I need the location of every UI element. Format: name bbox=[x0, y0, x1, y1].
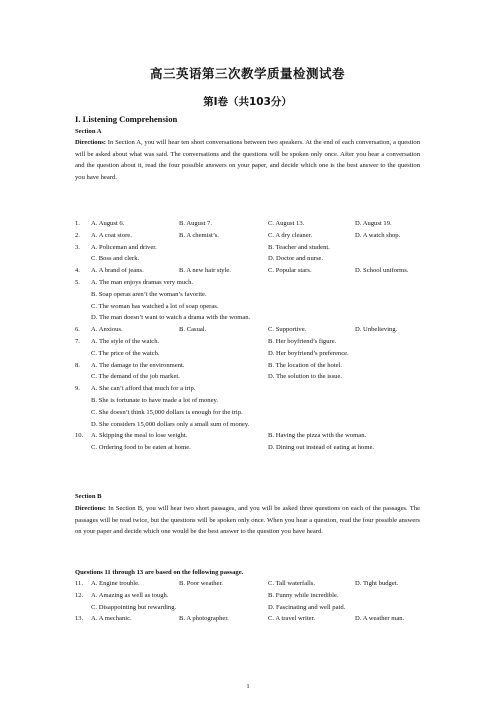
option-c: C. August 13. bbox=[268, 220, 305, 227]
question-row bbox=[75, 430, 420, 441]
option-a: A. She can’t afford that much for a trip. bbox=[91, 385, 196, 393]
page-number: 1 bbox=[246, 683, 250, 690]
option-b: B. August 7. bbox=[179, 220, 212, 227]
passage-heading: Questions 11 through 13 are based on the following passage. bbox=[75, 569, 244, 576]
question-row bbox=[75, 253, 420, 264]
question-row bbox=[75, 578, 420, 589]
option-d: D. August 19. bbox=[355, 220, 392, 227]
question-number: 1. bbox=[75, 220, 80, 227]
question-row bbox=[75, 348, 420, 359]
option-a: A. A mechanic. bbox=[91, 615, 132, 623]
question-row bbox=[75, 602, 420, 613]
section-a-directions bbox=[75, 137, 420, 183]
question-number: 13. bbox=[75, 615, 84, 623]
question-row bbox=[75, 419, 420, 430]
option-a: A. A brand of jeans. bbox=[91, 267, 144, 275]
option-c: C. A dry cleaner. bbox=[268, 231, 313, 239]
directions-text: In Section A, you will hear ten short conversations between two speakers. At the end of each conversation, a question will be asked about what was said. The conversations and the questions will be spoken only once. After you hear a conversation and the question about it, read the four possible answers on your paper, and decide which one is the best answer to the question you have heard. bbox=[75, 139, 420, 181]
part-heading: I. Listening Comprehension bbox=[75, 114, 178, 124]
option-a: C. Disappointing but rewarding. bbox=[91, 603, 177, 611]
option-a: A. August 6. bbox=[91, 220, 125, 227]
option-c: D. Doctor and nurse. bbox=[268, 255, 324, 263]
question-row bbox=[75, 613, 420, 624]
question-number: 9. bbox=[75, 385, 80, 393]
section-b-directions bbox=[75, 503, 420, 538]
option-a: A. The man enjoys dramas very much. bbox=[91, 279, 194, 286]
question-row bbox=[75, 218, 420, 229]
directions-text: In Section B, you will hear two short passages, and you will be asked three questions on each of the passages. The passages will be read twice, but the questions will be spoken only once. When you hear a question, read the four possible answers on your paper and decide which one would be the best answer to the question you have heard. bbox=[75, 505, 420, 535]
option-c: B. Having the pizza with the woman. bbox=[268, 432, 367, 440]
option-a: D. She considers 15,000 dollars only a small sum of money. bbox=[91, 420, 250, 428]
question-row bbox=[75, 336, 420, 347]
option-c: D. Fascinating and well paid. bbox=[268, 603, 346, 611]
question-number: 10. bbox=[75, 432, 84, 440]
question-row bbox=[75, 324, 420, 335]
option-a: B. Soap operas aren’t the woman’s favorite. bbox=[91, 290, 207, 298]
option-d: D. Unbelieving. bbox=[355, 326, 398, 334]
option-a: A. The style of the watch. bbox=[91, 338, 160, 345]
option-b: B. A new hair style. bbox=[179, 267, 232, 275]
option-a: A. Amazing as well as tough. bbox=[91, 591, 169, 599]
option-a: C. The price of the watch. bbox=[91, 349, 160, 357]
question-row bbox=[75, 312, 420, 323]
option-c: B. The location of the hotel. bbox=[268, 361, 343, 369]
question-number: 7. bbox=[75, 338, 80, 345]
option-c: C. A travel writer. bbox=[268, 615, 316, 623]
question-number: 4. bbox=[75, 267, 80, 275]
directions-label: Directions: bbox=[75, 505, 107, 512]
option-d: D. School uniforms. bbox=[355, 267, 409, 275]
option-c: B. Teacher and student. bbox=[268, 243, 330, 251]
option-c: C. Supportive. bbox=[268, 326, 307, 334]
option-a: C. Boss and clerk. bbox=[91, 255, 140, 263]
option-a: A. The damage to the environment. bbox=[91, 361, 185, 369]
question-number: 2. bbox=[75, 231, 80, 239]
question-row bbox=[75, 265, 420, 276]
question-number: 11. bbox=[75, 580, 83, 587]
question-row bbox=[75, 289, 420, 300]
option-b: B. A photographer. bbox=[179, 615, 229, 623]
option-a: A. Engine trouble. bbox=[91, 580, 140, 587]
question-number: 6. bbox=[75, 326, 80, 334]
option-c: C. Popular stars. bbox=[268, 267, 312, 275]
question-row bbox=[75, 371, 420, 382]
option-a: C. The demand of the job market. bbox=[91, 373, 180, 381]
option-a: B. She is fortunate to have made a lot of money. bbox=[91, 397, 219, 404]
option-c: D. Dining out instead of eating at home. bbox=[268, 444, 375, 452]
question-row bbox=[75, 395, 420, 406]
option-c: C. Tall waterfalls. bbox=[268, 580, 316, 587]
option-d: D. A watch shop. bbox=[355, 231, 401, 239]
question-row bbox=[75, 360, 420, 371]
option-a: C. The woman has watched a lot of soap operas. bbox=[91, 302, 219, 310]
question-row bbox=[75, 230, 420, 241]
question-row bbox=[75, 277, 420, 288]
question-number: 8. bbox=[75, 361, 80, 369]
option-c: B. Her boyfriend’s figure. bbox=[268, 338, 337, 345]
question-row bbox=[75, 590, 420, 601]
page-subtitle: 第I卷（共103分） bbox=[203, 96, 292, 108]
section-a-heading: Section A bbox=[75, 128, 102, 135]
question-number: 3. bbox=[75, 243, 80, 251]
question-row bbox=[75, 407, 420, 418]
question-number: 5. bbox=[75, 279, 80, 286]
option-a: C. Ordering food to be eaten at home. bbox=[91, 444, 191, 452]
option-d: D. A weather man. bbox=[355, 615, 405, 623]
option-c: D. The solution to the issue. bbox=[268, 373, 343, 381]
option-c: B. Funny while incredible. bbox=[268, 591, 339, 599]
question-row bbox=[75, 442, 420, 453]
option-a: A. Anxious. bbox=[91, 326, 123, 334]
option-a: A. Policeman and driver. bbox=[91, 243, 157, 251]
directions-label: Directions: bbox=[75, 139, 107, 146]
question-row bbox=[75, 242, 420, 253]
option-a: C. She doesn’t think 15,000 dollars is enough for the trip. bbox=[91, 408, 243, 416]
question-number: 12. bbox=[75, 591, 84, 599]
question-row bbox=[75, 301, 420, 312]
section-b-heading: Section B bbox=[75, 493, 102, 500]
page-title: 高三英语第三次教学质量检测试卷 bbox=[149, 66, 345, 81]
option-c: D. Her boyfriend’s preference. bbox=[268, 349, 349, 357]
option-b: B. Casual. bbox=[179, 326, 207, 334]
question-row bbox=[75, 383, 420, 394]
option-b: B. A chemist’s. bbox=[179, 231, 219, 239]
option-a: A. A coat store. bbox=[91, 231, 132, 239]
option-a: A. Skipping the meal to lose weight. bbox=[91, 432, 188, 440]
option-a: D. The man doesn’t want to watch a drama with the woman. bbox=[91, 314, 251, 322]
option-d: D. Tight budget. bbox=[355, 580, 399, 587]
option-b: B. Poor weather. bbox=[179, 580, 223, 587]
